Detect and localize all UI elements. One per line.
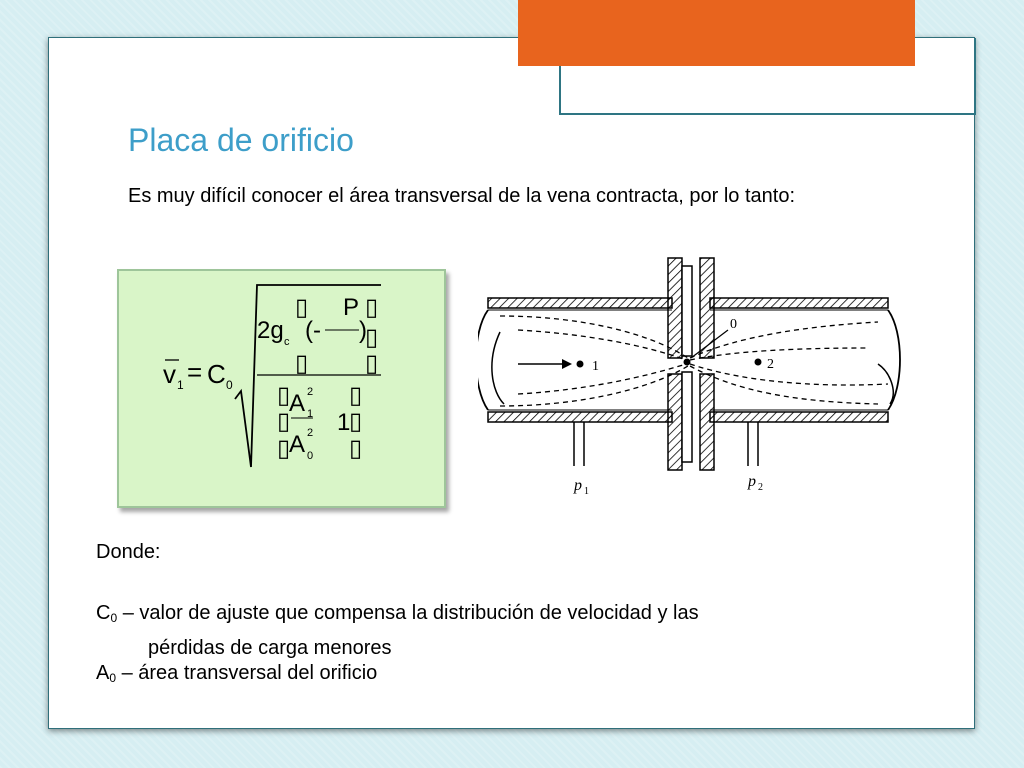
formula-glyph: ▯ xyxy=(349,435,363,462)
pressure-variable: P xyxy=(343,294,360,321)
area-a0: A xyxy=(289,431,306,458)
pipe-end-left xyxy=(478,310,488,410)
definition-text: – valor de ajuste que compensa la distribución de velocidad y las xyxy=(122,602,699,624)
definition-symbol: A xyxy=(96,662,110,684)
formula-glyph: ▯ xyxy=(277,435,291,462)
lower-pipe-wall-left xyxy=(488,412,672,422)
intro-text: Es muy difícil conocer el área transversal de la vena contracta, por lo tanto: xyxy=(128,185,796,207)
lower-pipe-wall-right xyxy=(710,412,888,422)
definition-a0 xyxy=(96,658,377,693)
formula-glyph: ▯ xyxy=(365,294,379,321)
lhs-variable: v xyxy=(163,359,176,389)
definition-subscript: 0 xyxy=(110,611,118,625)
streamlines xyxy=(500,316,888,406)
coef-variable: C xyxy=(207,359,226,389)
formula-svg xyxy=(119,271,444,506)
coef-subscript: 0 xyxy=(226,378,233,392)
pipe-end-left-inner xyxy=(492,332,504,404)
formula-glyph: ▯ xyxy=(349,408,363,435)
definition-continuation: pérdidas de carga menores xyxy=(148,637,392,659)
label-0: 0 xyxy=(730,317,737,332)
slide-title: Placa de orificio xyxy=(128,122,354,158)
definition-text: – área transversal del orificio xyxy=(121,662,378,684)
formula-glyph: ▯ xyxy=(295,294,309,321)
a0-superscript: 2 xyxy=(307,427,314,439)
formula-glyph: ▯ xyxy=(277,408,291,435)
area-a1: A xyxy=(289,390,306,417)
formula-glyph: ▯ xyxy=(295,350,309,377)
orifice-plate-diagram xyxy=(478,252,918,504)
lhs-subscript: 1 xyxy=(177,378,184,392)
flange-upper-left xyxy=(668,258,682,358)
label-p1: p xyxy=(574,477,582,494)
label-p1-subscript: 1 xyxy=(584,486,589,497)
point-1 xyxy=(577,361,584,368)
label-p2-subscript: 2 xyxy=(758,482,763,493)
point-2 xyxy=(755,359,762,366)
a1-subscript: 1 xyxy=(307,408,314,420)
flange-lower-left xyxy=(668,374,682,470)
formula-glyph: ▯ xyxy=(277,382,291,409)
upper-pipe-wall-right xyxy=(710,298,888,308)
equals-sign: = xyxy=(187,357,203,387)
where-label: Donde: xyxy=(96,541,161,563)
definition-subscript: 0 xyxy=(109,671,117,685)
label-p2: p xyxy=(748,473,756,490)
definition-c0 xyxy=(96,598,699,663)
orifice-plate-upper xyxy=(682,266,692,356)
flange-upper-right xyxy=(700,258,714,358)
flange-lower-right xyxy=(700,374,714,470)
label-2: 2 xyxy=(767,357,774,372)
orifice-plate-lower xyxy=(682,372,692,462)
a1-superscript: 2 xyxy=(307,386,314,398)
flow-arrow-head xyxy=(562,359,572,369)
open-paren: (- xyxy=(305,317,321,344)
point-0 xyxy=(684,359,691,366)
a0-subscript: 0 xyxy=(307,450,314,462)
formula-glyph: ▯ xyxy=(349,382,363,409)
formula-box xyxy=(117,269,446,508)
pipe-end-right xyxy=(888,310,900,410)
g-subscript: c xyxy=(284,336,290,348)
two-g-term: 2g xyxy=(257,317,284,344)
label-1: 1 xyxy=(592,359,599,374)
accent-bar xyxy=(518,0,915,66)
definition-symbol: C xyxy=(96,602,111,624)
close-paren: ) xyxy=(359,317,367,344)
formula-glyph: ▯ xyxy=(365,350,379,377)
upper-pipe-wall-left xyxy=(488,298,672,308)
formula-glyph: ▯ xyxy=(365,324,379,351)
minus-one: 1 xyxy=(337,409,351,436)
